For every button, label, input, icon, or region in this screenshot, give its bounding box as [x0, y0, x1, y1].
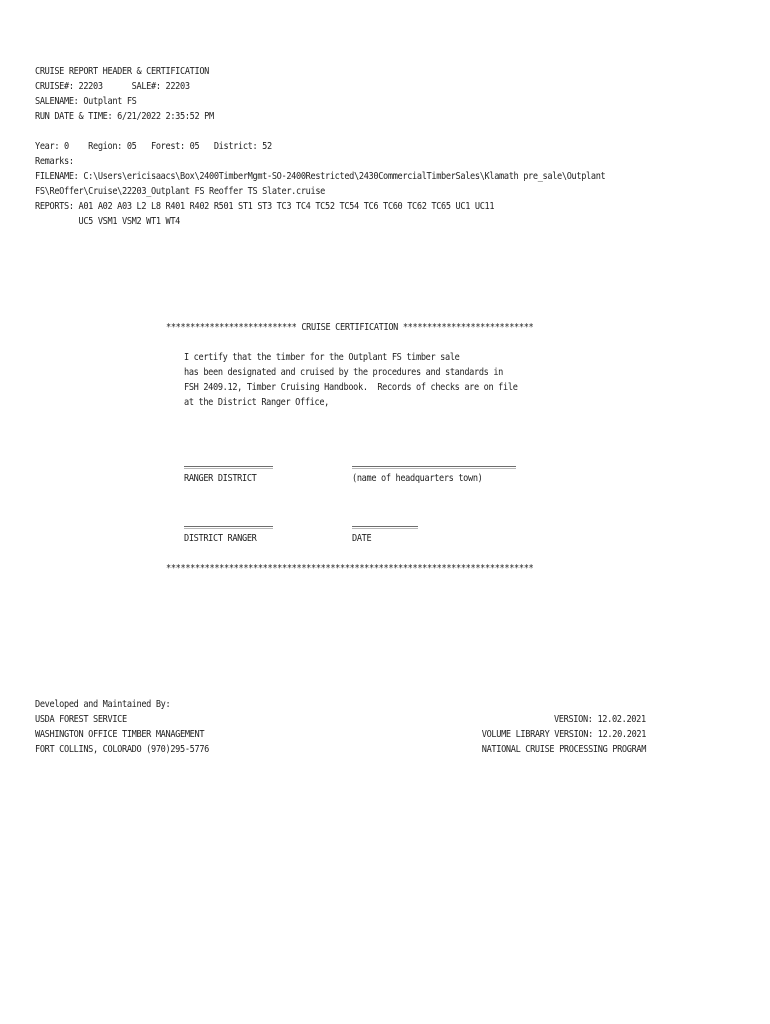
organization-name: USDA FOREST SERVICE — [35, 714, 127, 725]
filename-line-2: FS\ReOffer\Cruise\22203_Outplant FS Reoffer TS Slater.cruise — [35, 186, 326, 197]
reports-line-1: REPORTS: A01 A02 A03 L2 L8 R401 R402 R501 ST1 ST3 TC3 TC4 TC52 TC54 TC6 TC60 TC62 TC65 UC1 UC11 — [35, 201, 495, 212]
certification-closing-stars: **************************************************************************** — [166, 563, 534, 574]
office-name: WASHINGTON OFFICE TIMBER MANAGEMENT — [35, 729, 205, 740]
sale-name: SALENAME: Outplant FS — [35, 96, 137, 107]
developed-by-label: Developed and Maintained By: — [35, 699, 171, 710]
ranger-district-label: RANGER DISTRICT — [184, 473, 257, 484]
program-version: VERSION: 12.02.2021 — [554, 714, 646, 725]
certification-text-line-3: FSH 2409.12, Timber Cruising Handbook. Records of checks are on file — [184, 382, 518, 393]
hq-town-signature-line — [352, 466, 516, 467]
volume-library-version: VOLUME LIBRARY VERSION: 12.20.2021 — [481, 729, 646, 740]
certification-text-line-1: I certify that the timber for the Outplant FS timber sale — [184, 352, 460, 363]
date-signature-line — [352, 526, 418, 527]
district-ranger-signature-line — [184, 526, 273, 527]
year-region-forest-district: Year: 0 Region: 05 Forest: 05 District: 52 — [35, 141, 272, 152]
date-label: DATE — [352, 533, 372, 544]
cruise-sale-numbers: CRUISE#: 22203 SALE#: 22203 — [35, 81, 190, 92]
district-ranger-label: DISTRICT RANGER — [184, 533, 257, 544]
certification-title: *************************** CRUISE CERTIFICATION *************************** — [166, 322, 534, 333]
certification-text-line-4: at the District Ranger Office, — [184, 397, 330, 408]
run-date-time: RUN DATE & TIME: 6/21/2022 2:35:52 PM — [35, 111, 214, 122]
certification-text-line-2: has been designated and cruised by the procedures and standards in — [184, 367, 504, 378]
reports-line-2: UC5 VSM1 VSM2 WT1 WT4 — [35, 216, 181, 227]
ranger-district-signature-line — [184, 466, 273, 467]
remarks-label: Remarks: — [35, 156, 74, 167]
filename-line-1: FILENAME: C:\Users\ericisaacs\Box\2400TimberMgmt-SO-2400Restricted\2430CommercialTimberSales\Klamath pre_sale\Outplant — [35, 171, 606, 182]
report-title: CRUISE REPORT HEADER & CERTIFICATION — [35, 66, 210, 77]
hq-town-label: (name of headquarters town) — [352, 473, 483, 484]
office-address: FORT COLLINS, COLORADO (970)295-5776 — [35, 744, 210, 755]
program-name: NATIONAL CRUISE PROCESSING PROGRAM — [481, 744, 646, 755]
